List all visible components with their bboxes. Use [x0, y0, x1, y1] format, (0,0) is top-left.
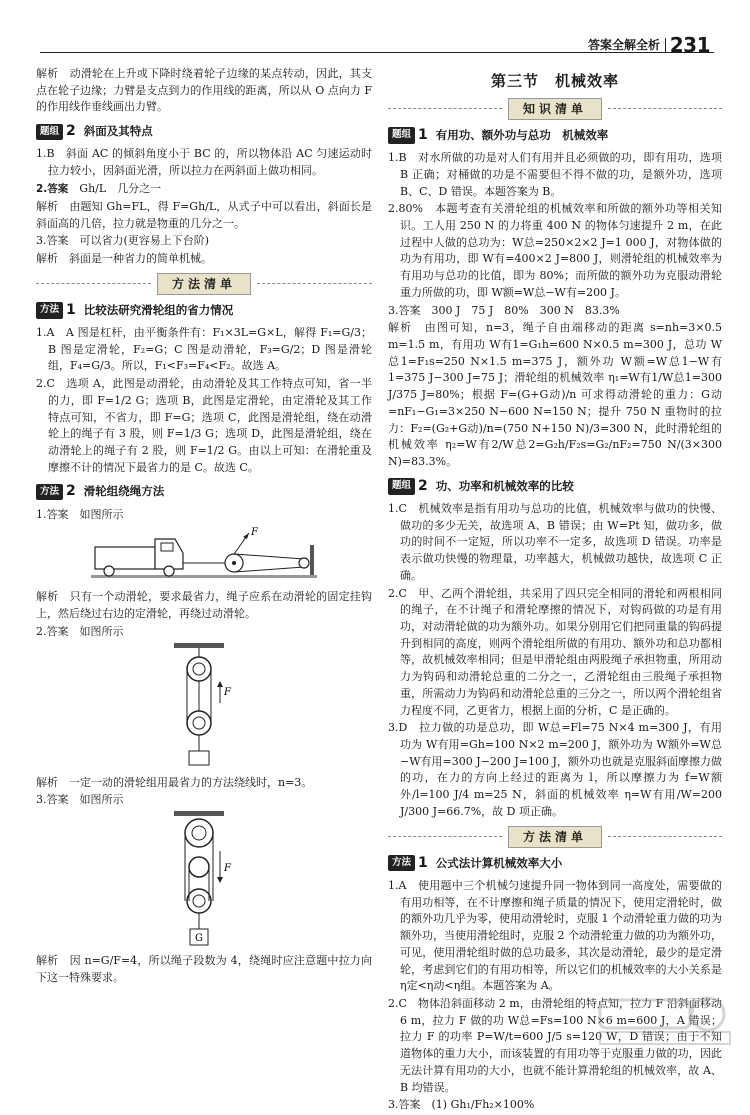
method-heading [36, 481, 372, 502]
explanation-text: 解析 只有一个动滑轮，要求最省力，绳子应系在动滑轮的固定挂钩上，然后绕过右边的定滑轮，再绕过动滑轮。 [36, 590, 372, 621]
answer-item: 1.B 斜面 AC 的倾斜角度小于 BC 的，所以物体沿 AC 匀速运动时拉力较小，因斜面光滑，所以拉力在两斜面上做功相同。 [36, 147, 372, 178]
group-number: 2 [418, 477, 428, 494]
explanation-text: 解析 因 n=G/F=4，所以绳子段数为 4，绕绳时应注意题中拉力向下这一特殊要求。 [36, 954, 372, 984]
answer-item: 3.答案 (1) Gh₁/Fh₂×100% [388, 1098, 535, 1112]
group-heading [36, 121, 372, 142]
method-title: 公式法计算机械效率大小 [435, 855, 563, 870]
header-section-label: 答案全解全析 [587, 38, 660, 52]
method-title: 比较法研究滑轮组的省力情况 [83, 302, 234, 317]
section-title: 第三节 机械效率 [490, 72, 619, 90]
group-title: 功、功率和机械效率的比较 [435, 478, 574, 493]
page-header [0, 0, 750, 58]
answer-item: 3.D 拉力做的功是总功，即 W总=Fl=75 N×4 m=300 J，有用功为 W有用=Gh=100 N×2 m=200 J，额外功为 W额外=W总−W有用=300 J−200 J=100 J，额外功也就是克服斜面摩擦力做的功，在力的方向上经过的距离为 l，所以摩擦力为 f=W额外/l=100 J/4 m=25 N，斜面的机械效率 η=W有用/W=200 J/300 J=66.7%，故 D 项正确。 [388, 721, 722, 818]
explanation-text: 解析 动滑轮在上升或下降时绕着轮子边缘的某点转动，因此，其支点在轮子边缘；力臂是支点到力的作用线的距离，所以从 O 点向力 F 的作用线作垂线画出力臂。 [36, 67, 372, 114]
explanation-text: 解析 一定一动的滑轮组用最省力的方法绕线时，n=3。 [36, 775, 313, 789]
method-heading [36, 300, 372, 321]
group-heading [388, 125, 722, 146]
method-number: 1 [66, 301, 76, 318]
answer-item: 1.A 使用题中三个机械匀速提升同一物体到同一高度处，需要做的有用功相等，在不计摩擦和绳子质量的情况下，使用定滑轮时，做的额外功几乎为零，使用动滑轮时，克服 1 个动滑轮重力做的功为额外功，当使用滑轮组时，克服 2 个动滑轮重力做的功为额外功，可见，使用滑轮组时做的总功最多，其次是动滑轮，最少的是定滑轮，考虑到它们的有用功相等，所以它们的机械效率的大小关系是 η定<η动<η组。本题答案为 A。 [388, 878, 722, 993]
answer-item: 2.C 选项 A，此图是动滑轮，由动滑轮及其工作特点可知，省一半的力，即 F=1/2 G；选项 B，此图是定滑轮，由定滑轮及其工作特点可知，不省力，即 F=G；选项 C，此图是滑轮组，绕在动滑轮上的绳子有 3 股，则 F=1/3 G；选项 D，此图是滑轮组，绕在动滑轮上的绳子有 2 股，则 F=1/2 G。由以上可知：在滑轮重及摩擦不计的情况下最省力的是 C。故选 C。 [36, 377, 372, 474]
header-rule [40, 52, 714, 53]
method-tag: 方法 [36, 302, 63, 318]
group-heading [388, 476, 722, 497]
method-banner [388, 827, 722, 847]
method-number: 2 [66, 483, 76, 500]
answer-item: 3.答案 如图所示 [36, 793, 124, 807]
header-divider [665, 38, 667, 52]
banner-label: 知识清单 [508, 98, 602, 120]
group-title: 有用功、额外功与总功 机械效率 [435, 127, 609, 142]
explanation-text: 解析 斜面是一种省力的简单机械。 [36, 251, 212, 265]
group-tag: 题组 [36, 124, 63, 140]
weight-label: G [195, 933, 203, 944]
truck-pulley-figure [89, 525, 319, 587]
knowledge-banner [388, 99, 722, 119]
answer-item: 2.C 甲、乙两个滑轮组，共采用了四只完全相同的滑轮和两根相同的绳子，在不计绳子和滑轮摩擦的情况下，对钩码做的功是有用功，对动滑轮做的功为额外功。如果分别用它们把同重量的钩码提升到相同的高度，则两个滑轮组所做的有用功、额外功和总功都相等，故机械效率相同；但是甲滑轮组由两股绳子承担物重，所用动力为钩码和动滑轮总重的二分之一，乙滑轮组由三股绳子承担物重，所需动力为钩码和动滑轮总重的三分之一，所以两个滑轮组省力程度不同，乙更省力，根据上面的分析，C 是正确的。 [388, 586, 722, 717]
answer-item: 2.答案 Gh/L 几分之一 [36, 181, 162, 195]
group-number: 2 [66, 123, 76, 140]
answer-item: 3.答案 可以省力(更容易上下台阶) [36, 234, 210, 248]
answer-item: 1.A A 图是杠杆，由平衡条件有：F₁×3L=G×L，解得 F₁=G/3；B 图是定滑轮，F₂=G；C 图是动滑轮，F₃=G/2；D 图是滑轮组，F₄=G/3。所以，F₁<F₃=F₄<F₂。故选 A。 [36, 325, 372, 373]
right-column [388, 66, 722, 1115]
explanation-text: 解析 由题知 Gh=FL，得 F=Gh/L，从式子中可以看出，斜面长是斜面高的几倍，拉力就是物重的几分之一。 [36, 199, 372, 230]
method-heading [388, 853, 722, 874]
group-tag: 题组 [388, 127, 415, 143]
method-title: 滑轮组绕绳方法 [83, 484, 165, 499]
svg-text:F: F [224, 686, 231, 698]
group-title: 斜面及其特点 [83, 124, 153, 139]
answer-item: 2.C 物体沿斜面移动 2 m，由滑轮组的特点知，拉力 F 沿斜面移动 6 m，拉力 F 做的功 W总=Fs=100 N×6 m=600 J，A 错误；拉力 F 的功率 P=W/t=600 J/5 s=120 W，D 错误；由于不知道物体的重力大小，而该装置的有用功等于克服重力做的功，因此无法计算有用功的大小，也就不能计算滑轮组的机械效率，故 A、B 均错误。 [388, 996, 722, 1094]
answer-item: 1.B 对水所做的功是对人们有用并且必须做的功，即有用功，选项 B 正确；对桶做的功是不需要但不得不做的功，是额外功，选项 B、C、D 错误。本题答案为 B。 [388, 151, 722, 198]
pulley-figure-3 [164, 811, 244, 951]
group-tag: 题组 [388, 478, 415, 494]
method-tag: 方法 [388, 855, 415, 871]
method-tag: 方法 [36, 484, 63, 500]
force-label: F [251, 527, 258, 539]
group-number: 1 [418, 126, 428, 143]
explanation-text: 解析 由图可知，n=3，绳子自由端移动的距离 s=nh=3×0.5 m=1.5 m，有用功 W有1=G₁h=600 N×0.5 m=300 J，总功 W总1=F₁s=250 N×1.5 m=375 J，额外功 W额=W总1−W有1=375 J−300 J=75 J；滑轮组的机械效率 η₁=W有1/W总1=300 J/375 J=80%；根据 F=(G+G动)/n 可求得动滑轮的重力：G动=nF₁−G₁=3×250 N−600 N=150 N；提升 750 N 重物时的拉力：F₂=(G₂+G动)/n=(750 N+150 N)/3=300 N，此时滑轮组的机械效率 η₂=W有2/W总2=G₂h/F₂s=G₂/nF₂=750 N/(3×300 N)=83.3%。 [388, 321, 722, 468]
method-banner [36, 274, 372, 294]
answer-item: 2.答案 如图所示 [36, 624, 124, 638]
svg-text:F: F [224, 863, 231, 874]
answer-item: 3.答案 300 J 75 J 80% 300 N 83.3% [388, 303, 620, 317]
banner-label: 方法清单 [508, 826, 602, 848]
watermark-logo [590, 992, 740, 1048]
method-number: 1 [418, 854, 428, 871]
answer-item: 1.答案 如图所示 [36, 507, 124, 521]
page-number: 231 [669, 33, 710, 57]
banner-label: 方法清单 [157, 273, 251, 295]
answer-item: 2.80% 本题考查有关滑轮组的机械效率和所做的额外功等相关知识。工人用 250 N 的力将重 400 N 的物体匀速提升 2 m，在此过程中人做的总功为：W总=250×2×2 J=1 000 J，对物体做的功为有用功，即 W有=400×2 J=800 J，则滑轮组的机械效率为有用功与总功的比值，即为 80%；而所做的额外功为克服动滑轮重力所做的功，即 W额=W总−W有=200 J。 [388, 202, 722, 299]
answer-item: 1.C 机械效率是指有用功与总功的比值，机械效率与做功的快慢、做功的多少无关，故选项 A、B 错误；由 W=Pt 知，做功多，做功的时间不一定短，所以功率不一定多，故选项 D 错误。功率是表示做功快慢的物理量，功率越大，机械做功越快，故选项 C 正确。 [388, 501, 722, 582]
pulley-figure-2 [164, 643, 244, 773]
left-column [36, 66, 372, 987]
